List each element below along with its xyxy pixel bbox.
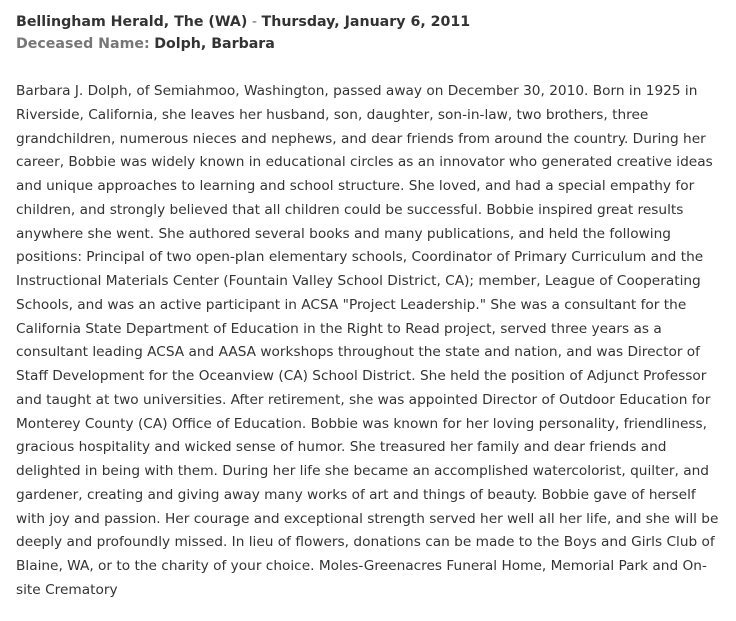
publication-header	[16, 12, 720, 33]
obituary-text: Barbara J. Dolph, of Semiahmoo, Washington, passed away on December 30, 2010. Born in 1925 in Riverside, California, she leaves her husband, son, daughter, son-in-law, two brothers, three grandchildren, numerous nieces and nephews, and dear friends from around the country. During her career, Bobbie was widely known in educational circles as an innovator who generated creative ideas and unique approaches to learning and school structure. She loved, and had a special empathy for children, and strongly believed that all children could be successful. Bobbie inspired great results anywhere she went. She authored several books and many publications, and held the following positions: Principal of two open-plan elementary schools, Coordinator of Primary Curriculum and the Instructional Materials Center (Fountain Valley School District, CA); member, League of Cooperating Schools, and was an active participant in ACSA "Project Leadership." She was a consultant for the California State Department of Education in the Right to Read project, served three years as a consultant leading ACSA and AASA workshops throughout the state and nation, and was Director of Staff Development for the Oceanview (CA) School District. She held the position of Adjunct Professor and taught at two universities. After retirement, she was appointed Director of Outdoor Education for Monterey County (CA) Office of Education. Bobbie was known for her loving personality, friendliness, gracious hospitality and wicked sense of humor. She treasured her family and dear friends and delighted in being with them. During her life she became an accomplished watercolorist, quilter, and gardener, creating and giving away many works of art and things of beauty. Bobbie gave of herself with joy and passion. Her courage and exceptional strength served her well all her life, and she will be deeply and profoundly missed. In lieu of flowers, donations can be made to the Boys and Girls Club of Blaine, WA, or to the charity of your choice. Moles-Greenacres Funeral Home, Memorial Park and On-site Crematory	[16, 83, 719, 598]
header-separator: -	[247, 14, 262, 30]
deceased-name-label: Deceased Name:	[16, 36, 150, 52]
deceased-name-line	[16, 33, 720, 55]
publication-name: Bellingham Herald, The (WA)	[16, 14, 248, 30]
publication-date: Thursday, January 6, 2011	[261, 14, 471, 30]
deceased-name-value: Dolph, Barbara	[154, 36, 275, 52]
